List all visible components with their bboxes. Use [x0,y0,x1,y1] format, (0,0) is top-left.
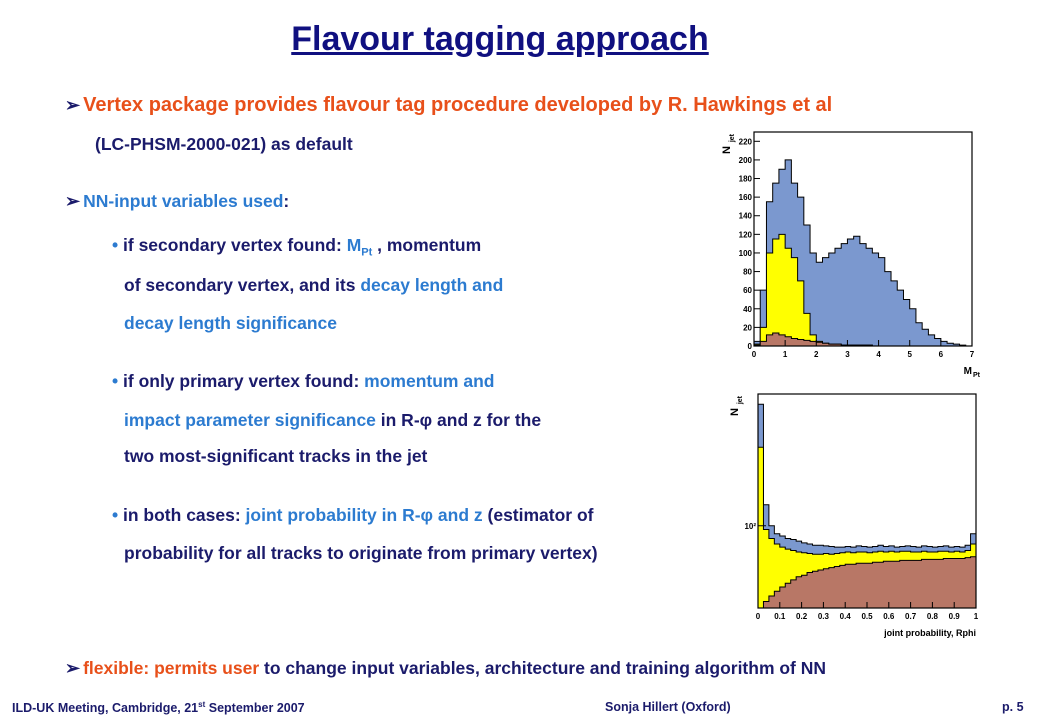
footer-meeting-text: ILD-UK Meeting, Cambridge, 21 [12,701,199,716]
y-tick-label: 180 [738,174,752,184]
dot-bullet-icon: • [112,505,119,525]
footer-sup: st [198,700,206,709]
mpt-histogram [718,126,983,382]
estimator-text: (estimator of [482,505,594,525]
y-tick-label: 140 [738,211,752,221]
x-tick-label: 0.9 [948,612,960,621]
y-tick-label: 120 [738,230,752,240]
bullet-3-red: flexible: permits user [83,658,260,678]
x-tick-label: 0.4 [839,612,851,621]
sub-bullet-1 [112,235,481,259]
mpt-subscript: Pt [361,246,373,259]
x-tick-label: 2 [814,350,819,359]
r-text: in R- [375,410,420,430]
sub-bullet-1-line2 [124,275,503,296]
bullet-1-text: Vertex package provides flavour tag procedure developed by R. Hawkings et al [83,94,833,116]
impact-parameter-text: impact parameter significance [124,410,376,430]
phi-symbol: φ [420,505,434,525]
arrow-bullet-icon: ➢ [65,95,81,115]
bullet-2-text: NN-input variables used [83,191,284,211]
y-tick-label: 100 [738,248,752,258]
footer-date: September 2007 [205,701,305,716]
dot-bullet-icon: • [112,235,119,255]
y-axis-label-sub: jet [737,396,744,405]
x-axis-label-sub: Pt [973,372,980,379]
y-tick-label: 200 [738,155,752,165]
x-tick-label: 4 [876,350,881,359]
y-axis-label: N [729,408,741,416]
arrow-bullet-icon: ➢ [65,191,81,211]
x-axis-label: joint probability, Rphi [884,628,976,638]
x-tick-label: 0 [751,350,757,359]
decay-length-text: decay length and [360,275,504,295]
sub-bullet-2 [112,371,494,392]
x-tick-label: 0.8 [926,612,938,621]
x-tick-label: 1 [782,350,788,359]
y-tick-label: 220 [738,137,752,147]
page-title: Flavour tagging approach [291,20,709,58]
sub-bullet-2-line3: two most-significant tracks in the jet [124,446,428,466]
sub-bullet-2-line2 [124,410,541,431]
y-tick-label: 0 [747,342,752,351]
phi-symbol: φ [419,410,433,430]
y-axis-label-sub: jet [729,134,736,143]
momentum-text: momentum and [364,371,495,391]
y-tick-label: 10² [744,521,756,531]
x-tick-label: 0 [755,612,761,621]
x-tick-label: 7 [969,350,975,359]
x-tick-label: 6 [938,350,944,359]
sub-bullet-3 [112,505,594,526]
z-text: and z for the [432,410,542,430]
footer-author: Sonja Hillert (Oxford) [605,700,731,714]
x-tick-label: 0.6 [883,612,895,621]
y-tick-label: 80 [743,267,752,277]
sub-bullet-1-text: if secondary vertex found: [123,235,347,255]
y-tick-label: 20 [743,323,752,333]
x-tick-label: 0.7 [905,612,917,621]
y-tick-label: 60 [743,286,752,296]
sub-bullet-1-line3: decay length significance [124,313,337,333]
bullet-2 [65,191,289,212]
x-tick-label: 1 [973,612,979,621]
x-tick-label: 5 [907,350,912,359]
y-tick-label: 40 [743,304,752,314]
bullet-1-ref: (LC-PHSM-2000-021) as default [95,134,353,154]
x-tick-label: 0.2 [796,612,808,621]
x-axis-label: M [963,366,972,377]
bullet-3-text: to change input variables, architecture and training algorithm of NN [259,658,827,678]
and-z-text: and z [433,505,483,525]
y-axis-label: N [721,146,733,154]
x-tick-label: 0.1 [774,612,786,621]
arrow-bullet-icon: ➢ [65,658,81,678]
sub-bullet-3-line2: probability for all tracks to originate from primary vertex) [124,543,598,563]
footer-meeting [12,700,305,715]
mpt-symbol: M [346,235,362,255]
sub-bullet-1-line2-text: of secondary vertex, and its [124,275,361,295]
x-tick-label: 0.3 [817,612,829,621]
sub-bullet-2-text: if only primary vertex found: [123,371,365,391]
x-tick-label: 0.5 [861,612,873,621]
y-tick-label: 160 [738,193,752,203]
footer-page-number: p. 5 [1002,700,1024,714]
joint-probability-text: joint probability in R- [245,505,421,525]
bullet-1 [65,94,832,117]
joint-probability-histogram [728,386,990,648]
bullet-3 [65,658,826,679]
sub-bullet-1-momentum: , momentum [372,235,482,255]
x-tick-label: 3 [845,350,850,359]
bullet-2-colon: : [283,191,290,211]
dot-bullet-icon: • [112,371,119,391]
sub-bullet-3-text: in both cases: [123,505,246,525]
